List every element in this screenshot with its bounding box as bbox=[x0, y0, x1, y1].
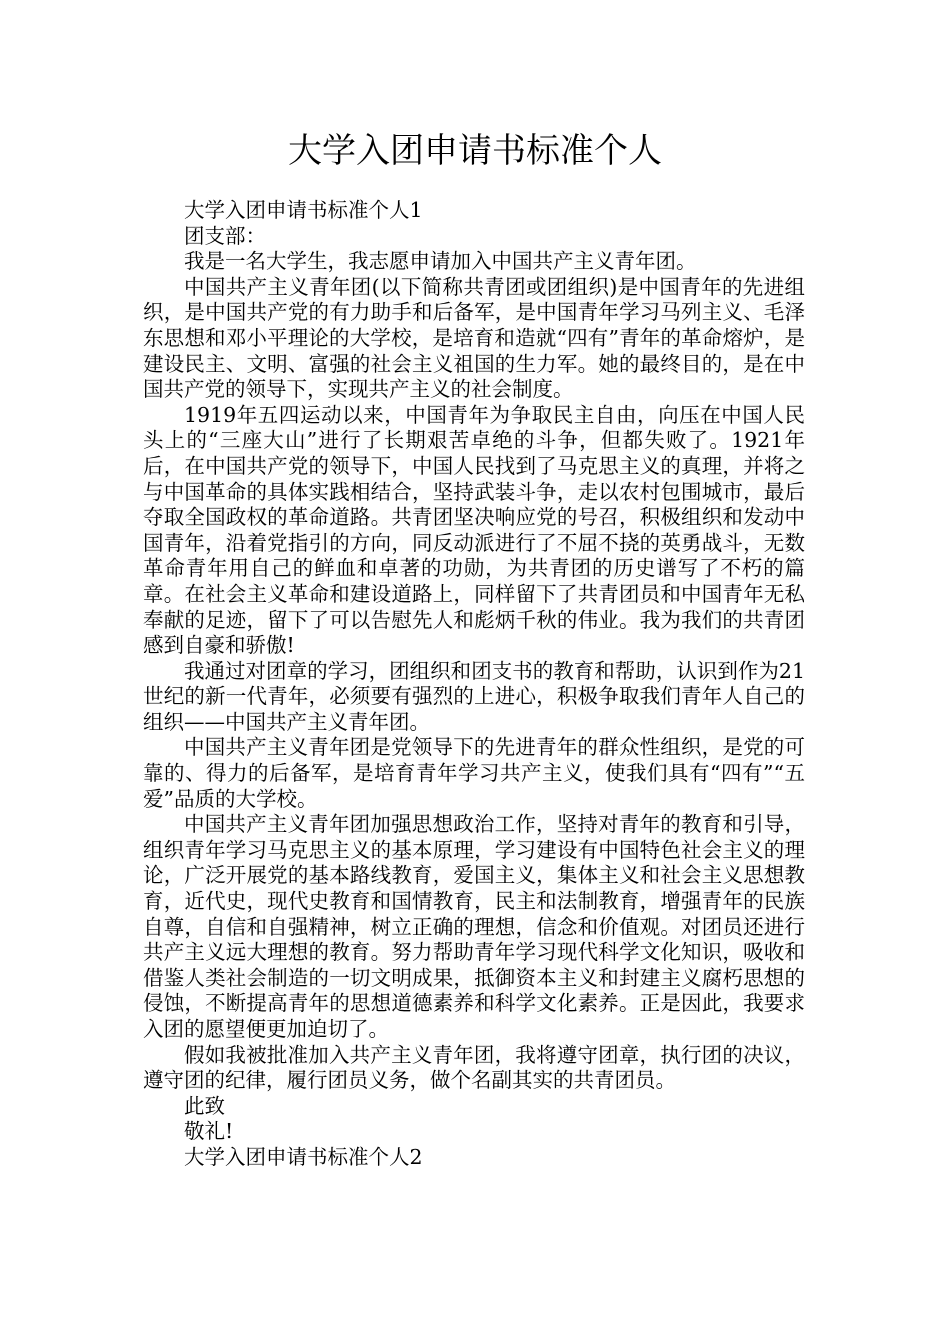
paragraph-organization: 中国共产主义青年团是党领导下的先进青年的群众性组织，是党的可靠的、得力的后备军，是培育青年学习共产主义，使我们具有“四有”“五爱”品质的大学校。 bbox=[143, 735, 805, 811]
paragraph-understanding: 我通过对团章的学习，团组织和团支书的教育和帮助，认识到作为21世纪的新一代青年，必须要有强烈的上进心，积极争取我们青年人自己的组织——中国共产主义青年团。 bbox=[143, 658, 805, 734]
document-body bbox=[143, 198, 805, 1171]
section-heading-2: 大学入团申请书标准个人2 bbox=[184, 1144, 423, 1169]
section-heading-1: 大学入团申请书标准个人1 bbox=[184, 198, 423, 222]
salutation: 团支部： bbox=[184, 223, 266, 248]
paragraph-education: 中国共产主义青年团加强思想政治工作，坚持对青年的教育和引导，组织青年学习马克思主义的基本原理，学习建设有中国特色社会主义的理论，广泛开展党的基本路线教育，爱国主义，集体主义和社会主义思想教育，近代史，现代史教育和国情教育，民主和法制教育，增强青年的民族自尊，自信和自强精神，树立正确的理想，信念和价值观。对团员还进行共产主义远大理想的教育。努力帮助青年学习现代科学文化知识，吸收和借鉴人类社会制造的一切文明成果，抵御资本主义和封建主义腐朽思想的侵蚀，不断提高青年的思想道德素养和科学文化素养。正是因此，我要求入团的愿望便更加迫切了。 bbox=[143, 812, 805, 1041]
closing-line-2: 敬礼! bbox=[184, 1119, 234, 1144]
document-title: 大学入团申请书标准个人 bbox=[288, 131, 662, 171]
paragraph-history: 1919年五四运动以来，中国青年为争取民主自由，向压在中国人民头上的“三座大山”进行了长期艰苦卓绝的斗争，但都失败了。1921年后，在中国共产党的领导下，中国人民找到了马克思主义的真理，并将之与中国革命的具体实践相结合，坚持武装斗争，走以农村包围城市，最后夺取全国政权的革命道路。共青团坚决响应党的号召，积极组织和发动中国青年，沿着党指引的方向，同反动派进行了不屈不挠的英勇战斗，无数革命青年用自己的鲜血和卓著的功勋，为共青团的历史谱写了不朽的篇章。在社会主义革命和建设道路上，同样留下了共青团员和中国青年无私奉献的足迹，留下了可以告慰先人和彪炳千秋的伟业。我为我们的共青团感到自豪和骄傲! bbox=[143, 402, 805, 658]
paragraph-league-definition: 中国共产主义青年团(以下简称共青团或团组织)是中国青年的先进组织，是中国共产党的有力助手和后备军，是中国青年学习马列主义、毛泽东思想和邓小平理论的大学校，是培育和造就“四有”青年的革命熔炉，是建设民主、文明、富强的社会主义祖国的生力军。她的最终目的，是在中国共产党的领导下，实现共产主义的社会制度。 bbox=[143, 274, 805, 402]
closing-line-1: 此致 bbox=[184, 1093, 225, 1118]
paragraph-intro: 我是一名大学生，我志愿申请加入中国共产主义青年团。 bbox=[184, 249, 697, 274]
paragraph-pledge: 假如我被批准加入共产主义青年团，我将遵守团章，执行团的决议，遵守团的纪律，履行团员义务，做个名副其实的共青团员。 bbox=[143, 1042, 805, 1093]
